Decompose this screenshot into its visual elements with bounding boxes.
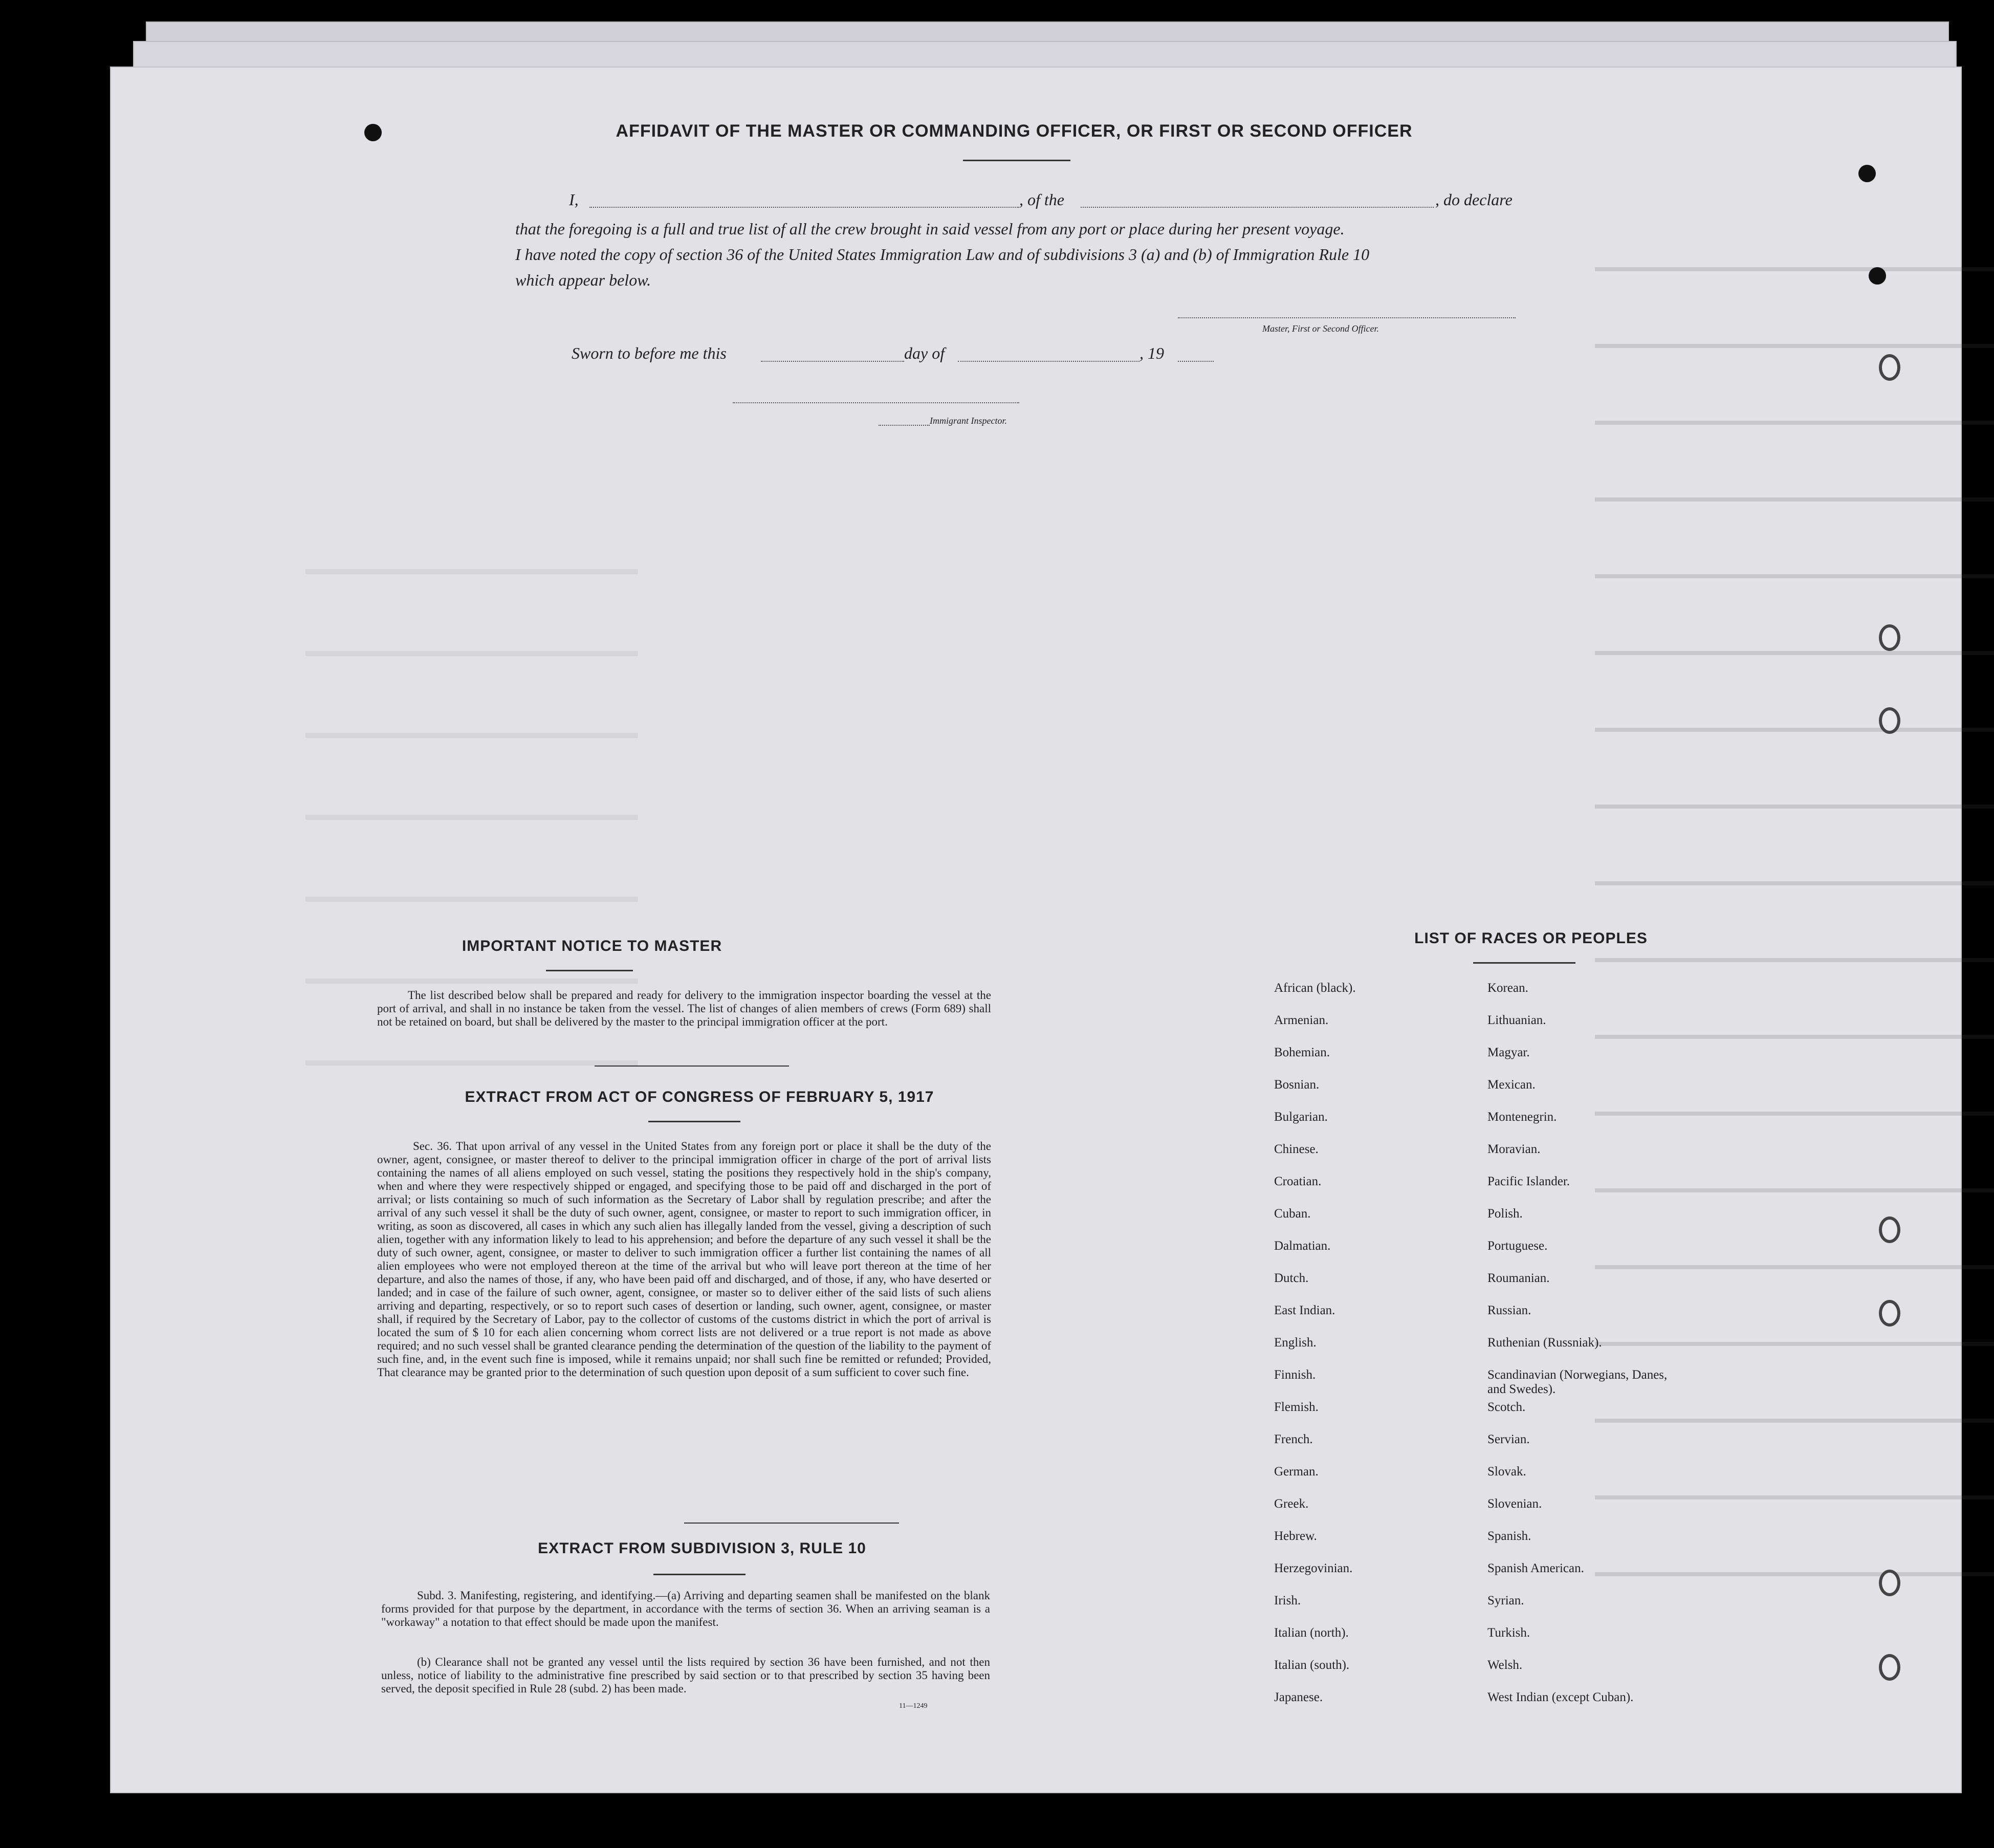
declare-label: , do declare — [1435, 190, 1513, 209]
race-item: Dutch. — [1274, 1271, 1309, 1285]
race-item: Spanish. — [1487, 1529, 1531, 1543]
form-number: 11—1249 — [899, 1702, 928, 1710]
races-rule — [1473, 962, 1575, 964]
race-item: Italian (north). — [1274, 1626, 1349, 1640]
punch-hole — [364, 124, 382, 141]
sworn-year-field[interactable] — [1178, 361, 1214, 362]
title-rule — [963, 160, 1070, 161]
race-item: Armenian. — [1274, 1013, 1329, 1027]
day-of-label: day of — [904, 344, 945, 362]
officer-signature-field[interactable] — [1178, 317, 1516, 318]
section-divider — [684, 1523, 899, 1524]
year-prefix: , 19 — [1140, 344, 1164, 362]
race-item: Chinese. — [1274, 1142, 1319, 1156]
race-item: Ruthenian (Russniak). — [1487, 1336, 1602, 1350]
punch-hole — [1858, 165, 1876, 182]
races-title: LIST OF RACES OR PEOPLES — [1414, 930, 1648, 947]
race-item: Servian. — [1487, 1432, 1530, 1446]
vessel-label: , of the — [1019, 190, 1064, 209]
binder-ring — [1879, 707, 1900, 734]
race-item: Bosnian. — [1274, 1078, 1320, 1092]
binder-ring — [1879, 1570, 1900, 1596]
rule-text-b: (b) Clearance shall not be granted any vessel until the lists required by section 36 have been furnished, and not then unless, notice of liability to the administrative fine prescribed by said section or to that prescribed by section 35 having been served, the deposit specified in Rule 28 (subd. 2) has been made. — [381, 1656, 990, 1695]
race-item: Pacific Islander. — [1487, 1175, 1570, 1188]
race-item: Scotch. — [1487, 1400, 1526, 1414]
race-item: Italian (south). — [1274, 1658, 1350, 1672]
race-item: Cuban. — [1274, 1207, 1311, 1221]
race-item: Greek. — [1274, 1497, 1309, 1511]
races-right-column — [1487, 981, 1702, 1723]
sworn-month-field[interactable] — [958, 361, 1140, 362]
race-item: Korean. — [1487, 981, 1528, 995]
race-item: Finnish. — [1274, 1368, 1316, 1382]
notice-text: The list described below shall be prepared and ready for delivery to the immigration inspector boarding the vessel at the port of arrival, and shall in no instance be taken from the vessel. The list of changes of alien members of crews (Form 689) shall not be retained on board, but shall be delivered by the master to the principal immigration officer at the port. — [377, 989, 991, 1028]
notice-title: IMPORTANT NOTICE TO MASTER — [462, 938, 722, 954]
race-item: Syrian. — [1487, 1594, 1524, 1607]
affiant-label: I, — [569, 190, 579, 209]
race-item: Moravian. — [1487, 1142, 1541, 1156]
binder-ring — [1879, 354, 1900, 381]
act-text: Sec. 36. That upon arrival of any vessel in the United States from any foreign port or place it shall be the duty of the owner, agent, consignee, or master thereof to deliver to the principal immigration officer in charge of the port of arrival lists containing the names of all aliens employed on such vessel, stating the positions they respectively hold in the ship's company, when and where they were respectively shipped or engaged, and specifying those to be paid off and discharged in the port of arrival; or lists containing so much of such information as the Secretary of Labor shall by regulation prescribe; and after the arrival of any such vessel it shall be the duty of such owner, agent, consignee, or master to report to such immigration officer, in writing, as soon as discovered, all cases in which any such alien has illegally landed from the vessel, giving a description of such alien, together with any information likely to lead to his apprehension; and before the departure of any such vessel it shall be the duty of such owner, agent, consignee, or master to deliver to such immigration officer a further list containing the names of all alien employees who were not employed thereon at the time of the arrival but who will leave port thereon at the time of her departure, and also the names of those, if any, who have been paid off and discharged, and of those, if any, who have deserted or landed; and in case of the failure of such owner, agent, consignee, or master so to deliver either of the said lists of such aliens arriving and departing, respectively, or so to report such cases of desertion or landing, such owner, agent, consignee, or master shall, if required by the Secretary of Labor, pay to the collector of customs of the customs district in which the port of arrival is located the sum of $ 10 for each alien concerning whom correct lists are not delivered or a true report is not made as above required; and no such vessel shall be granted clearance pending the determination of the question of the liability to the payment of such fine, and, in the event such fine is imposed, while it remains unpaid; nor shall such fine be remitted or refunded; Provided, That clearance may be granted prior to the determination of such question upon deposit of a sum sufficient to cover such fine. — [377, 1140, 991, 1379]
sworn-label: Sworn to before me this — [572, 344, 727, 362]
section-divider — [595, 1066, 789, 1067]
affidavit-line-2: that the foregoing is a full and true list of all the crew brought in said vessel from any port or place during her present voyage. — [515, 220, 1345, 238]
races-left-column — [1274, 981, 1479, 1723]
notice-rule — [546, 970, 633, 971]
race-item: Turkish. — [1487, 1626, 1530, 1640]
affidavit-line-3: I have noted the copy of section 36 of the United States Immigration Law and of subdivisions 3 (a) and (b) of Immigration Rule 10 — [515, 245, 1370, 264]
race-item: Japanese. — [1274, 1690, 1323, 1704]
race-item: Slovak. — [1487, 1465, 1526, 1479]
race-item: English. — [1274, 1336, 1317, 1350]
race-item: Welsh. — [1487, 1658, 1523, 1672]
race-item: Irish. — [1274, 1594, 1301, 1607]
rule-title: EXTRACT FROM SUBDIVISION 3, RULE 10 — [538, 1540, 866, 1557]
race-item: Lithuanian. — [1487, 1013, 1546, 1027]
document-page — [110, 67, 1962, 1793]
race-item: Montenegrin. — [1487, 1110, 1557, 1124]
act-rule — [648, 1121, 740, 1122]
bleed-through-text — [305, 513, 638, 1127]
punch-hole — [1869, 267, 1886, 285]
race-item: Croatian. — [1274, 1175, 1322, 1188]
vessel-name-field[interactable] — [1081, 207, 1434, 208]
race-item: French. — [1274, 1432, 1313, 1446]
rule-rule — [653, 1574, 746, 1575]
race-item: Hebrew. — [1274, 1529, 1317, 1543]
sworn-day-field[interactable] — [761, 361, 904, 362]
act-title: EXTRACT FROM ACT OF CONGRESS OF FEBRUARY 5, 1917 — [465, 1089, 934, 1105]
affidavit-title: AFFIDAVIT OF THE MASTER OR COMMANDING OFFICER, OR FIRST OR SECOND OFFICER — [616, 121, 1413, 141]
race-item: Dalmatian. — [1274, 1239, 1331, 1253]
race-item: Herzegovinian. — [1274, 1561, 1353, 1575]
race-item: Scandinavian (Norwegians, Danes, and Swedes). — [1487, 1368, 1668, 1396]
race-item: Bohemian. — [1274, 1046, 1330, 1059]
race-item: East Indian. — [1274, 1303, 1335, 1317]
binder-ring — [1879, 624, 1900, 651]
race-item: Polish. — [1487, 1207, 1523, 1221]
race-item: German. — [1274, 1465, 1319, 1479]
inspector-signature-field[interactable] — [733, 402, 1019, 403]
race-item: West Indian (except Cuban). — [1487, 1690, 1634, 1704]
race-item: Spanish American. — [1487, 1561, 1584, 1575]
race-item: African (black). — [1274, 981, 1356, 995]
affiant-name-field[interactable] — [589, 207, 1019, 208]
binder-ring — [1879, 1654, 1900, 1681]
race-item: Portuguese. — [1487, 1239, 1548, 1253]
inspector-signature-field[interactable] — [879, 425, 930, 426]
binder-ring — [1879, 1216, 1900, 1243]
signature-caption: Master, First or Second Officer. — [1262, 323, 1379, 334]
inspector-caption: Immigrant Inspector. — [930, 416, 1007, 426]
affidavit-line-4: which appear below. — [515, 271, 651, 289]
binder-ring — [1879, 1300, 1900, 1327]
race-item: Roumanian. — [1487, 1271, 1550, 1285]
race-item: Slovenian. — [1487, 1497, 1542, 1511]
race-item: Bulgarian. — [1274, 1110, 1328, 1124]
rule-text-a: Subd. 3. Manifesting, registering, and identifying.—(a) Arriving and departing seamen shall be manifested on the blank forms provided for that purpose by the department, in accordance with the terms of section 36. When an arriving seaman is a "workaway" a notation to that effect should be made upon the manifest. — [381, 1589, 990, 1628]
race-item: Mexican. — [1487, 1078, 1536, 1092]
race-item: Russian. — [1487, 1303, 1531, 1317]
race-item: Flemish. — [1274, 1400, 1319, 1414]
race-item: Magyar. — [1487, 1046, 1530, 1059]
